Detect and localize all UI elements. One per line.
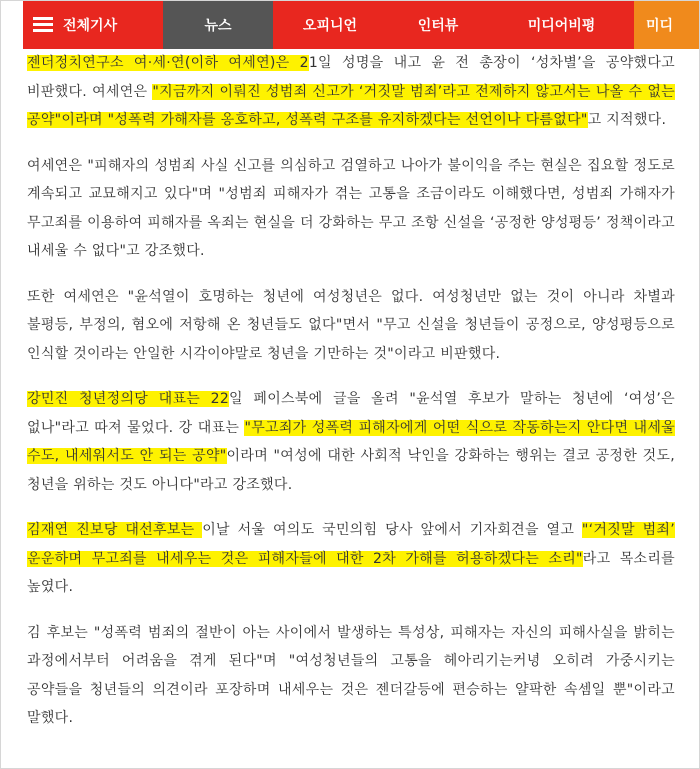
article-paragraph (1, 385, 699, 499)
highlighted-text: 강민진 청년정의당 대표는 22 (27, 391, 230, 407)
paragraph-text: 라고 목소리를 높였다. (27, 550, 676, 595)
paragraph-text: 1일 성명을 내고 윤 전 총장이 ‘성차별’을 공약했다고 비판했다. 여세연은 (27, 55, 676, 100)
nav-tab-opinion[interactable]: 오피니언 (302, 18, 358, 34)
nav-all-articles[interactable] (23, 1, 163, 49)
highlighted-text: "지금까지 이뤄진 성범죄 신고가 ‘거짓말 범죄’라고 전제하지 않고서는 나올 수 없는 공약"이라며 "성폭력 가해자를 옹호하고, 성폭력 구조를 유지하겠다는 선언이나 다름없다" (27, 83, 676, 128)
nav-tab-media-criticism[interactable]: 미디어비평 (527, 18, 596, 34)
nav-all-label: 전체기사 (63, 18, 118, 34)
hamburger-menu-icon[interactable] (33, 17, 53, 33)
paragraph-text: 김 후보는 "성폭력 범죄의 절반이 아는 사이에서 발생하는 특성상, 피해자는 자신의 피해사실을 밝히는 과정에서부터 어려움을 겪게 된다"며 "여성청년들의 고통을 헤아리기는커녕 오히려 가중시키는 공약들을 청년들의 의견이라 포장하며 내세우는 것은 젠더갈등에 편승하는 얄팍한 속셈일 뿐"이라고 말했다. (27, 624, 675, 726)
highlighted-text: 김재연 진보당 대선후보는 (27, 522, 203, 538)
nav-tab-interview[interactable]: 인터뷰 (417, 18, 459, 34)
highlighted-text: "‘거짓말 범죄’ 운운하며 무고죄를 내세우는 것은 피해자들에 대한 2차 가해를 허용하겠다는 소리" (27, 522, 675, 567)
paragraph-text: 고 지적했다. (587, 112, 667, 128)
paragraph-text: 또한 여세연은 "윤석열이 호명하는 청년에 여성청년은 없다. 여성청년만 없는 것이 아니라 차별과 불평등, 부정의, 혐오에 저항해 온 청년들도 없다"면서 "무고 신설을 청년들이 공정으로, 양성평등으로 인식할 것이라는 안일한 시각이야말로 청년을 기만하는 것"이라고 비판했다. (27, 288, 675, 362)
article-body (1, 49, 699, 750)
article-paragraph (1, 49, 699, 135)
paragraph-text: 여세연은 "피해자의 성범죄 사실 신고를 의심하고 검열하고 나아가 불이익을 주는 현실은 집요할 정도로 계속되고 교묘해지고 있다"며 "성범죄 피해자가 겪는 고통을 조금이라도 이해했다면, 성범죄 가해자가 무고죄를 이용하여 피해자를 옥죄는 현실을 더 강화하는 무고 조항 신설을 ‘공정한 양성평등’ 정책이라고 내세울 수 없다"고 강조했다. (27, 157, 675, 259)
highlighted-text: 젠더정치연구소 여·세·연(이하 여세연)은 2 (27, 55, 309, 71)
article-paragraph (1, 619, 699, 733)
nav-tab-more[interactable]: 미디 (634, 1, 699, 49)
article-paragraph (1, 152, 699, 266)
paragraph-text: 일 페이스북에 글을 올려 "윤석열 후보가 말하는 청년에 ‘여성’은 없나"라고 따져 물었다. 강 대표는 (27, 391, 675, 436)
paragraph-text: 이라며 "여성에 대한 사회적 낙인을 강화하는 행위는 결코 공정한 것도, 청년을 위하는 것도 아니다"라고 강조했다. (27, 448, 675, 493)
paragraph-text: 이날 서울 여의도 국민의힘 당사 앞에서 기자회견을 열고 (202, 522, 582, 538)
article-paragraph (1, 283, 699, 369)
nav-tab-news[interactable]: 뉴스 (163, 1, 273, 49)
article-paragraph (1, 516, 699, 602)
top-nav (23, 1, 699, 49)
highlighted-text: "무고죄가 성폭력 피해자에게 어떤 식으로 작동하는지 안다면 내세울 수도, 내세워서도 안 되는 공약" (27, 419, 676, 464)
